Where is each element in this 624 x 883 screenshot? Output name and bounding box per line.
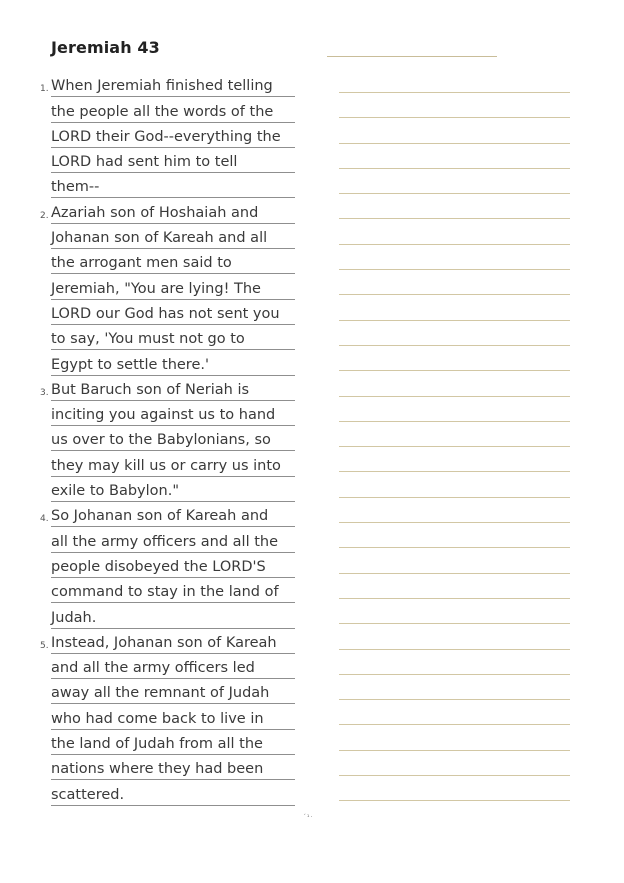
verse-text: people disobeyed the LORD'S [51, 558, 266, 575]
practice-rule [339, 750, 570, 751]
practice-line [339, 547, 570, 572]
verse-line [0, 173, 310, 198]
verse-text: us over to the Babylonians, so [51, 432, 271, 449]
practice-line [339, 421, 570, 446]
practice-line [339, 699, 570, 724]
verse-line [0, 376, 310, 401]
practice-rule [339, 92, 570, 93]
practice-line [339, 522, 570, 547]
practice-line [339, 649, 570, 674]
practice-rule [339, 775, 570, 776]
verse-text: Judah. [51, 609, 97, 626]
verse-text: Jeremiah, "You are lying! The [51, 280, 261, 297]
practice-line [339, 320, 570, 345]
verse-line [0, 578, 310, 603]
verse-text: nations where they had been [51, 761, 264, 778]
verse-line [0, 654, 310, 679]
practice-rule [339, 547, 570, 548]
practice-line [339, 598, 570, 623]
verse-line [0, 72, 310, 97]
verse-text: who had come back to live in [51, 710, 264, 727]
verse-line [0, 553, 310, 578]
practice-rule [339, 598, 570, 599]
practice-line [339, 396, 570, 421]
practice-rule [339, 370, 570, 371]
practice-rule [339, 193, 570, 194]
verse-text: Azariah son of Hoshaiah and [51, 204, 259, 221]
verse-line [0, 451, 310, 476]
handwriting-practice-column [339, 92, 570, 826]
verse-line [0, 249, 310, 274]
verse-line [0, 502, 310, 527]
practice-line [339, 497, 570, 522]
verse-line [0, 730, 310, 755]
practice-rule [339, 269, 570, 270]
verse-text-column [0, 72, 310, 806]
verse-number: 3. [40, 387, 49, 398]
page-title: Jeremiah 43 [51, 38, 160, 57]
verse-text: scattered. [51, 786, 125, 803]
practice-rule [339, 699, 570, 700]
verse-line [0, 325, 310, 350]
practice-line [339, 244, 570, 269]
practice-rule [339, 497, 570, 498]
practice-rule [339, 244, 570, 245]
practice-rule [339, 396, 570, 397]
practice-rule [339, 421, 570, 422]
verse-text: When Jeremiah finished telling [51, 78, 273, 95]
verse-text: the arrogant men said to [51, 255, 232, 272]
verse-text: the land of Judah from all the [51, 736, 263, 753]
practice-rule [339, 800, 570, 801]
verse-text: command to stay in the land of [51, 584, 279, 601]
practice-line [339, 750, 570, 775]
practice-rule [339, 117, 570, 118]
practice-line [339, 573, 570, 598]
verse-line [0, 426, 310, 451]
practice-rule [339, 724, 570, 725]
verse-line [0, 603, 310, 628]
practice-rule [339, 294, 570, 295]
verse-line [0, 224, 310, 249]
practice-rule [339, 649, 570, 650]
verse-text: So Johanan son of Kareah and [51, 508, 269, 525]
verse-line [0, 679, 310, 704]
verse-text: inciting you against us to hand [51, 407, 276, 424]
practice-rule [339, 471, 570, 472]
practice-rule [339, 218, 570, 219]
practice-line [339, 117, 570, 142]
practice-rule [339, 168, 570, 169]
verse-text: the people all the words of the [51, 103, 274, 120]
practice-rule [339, 320, 570, 321]
verse-line [0, 198, 310, 223]
page-number: ´¹· [303, 814, 314, 821]
verse-text: all the army officers and all the [51, 533, 279, 550]
verse-text: LORD their God--everything the [51, 128, 281, 145]
verse-line [0, 350, 310, 375]
verse-text: them-- [51, 179, 100, 196]
practice-rule [339, 573, 570, 574]
verse-number: 1. [40, 84, 49, 95]
practice-line [339, 471, 570, 496]
practice-line [339, 800, 570, 825]
verse-text: Instead, Johanan son of Kareah [51, 634, 277, 651]
verse-line [0, 527, 310, 552]
verse-line [0, 300, 310, 325]
practice-rule [339, 674, 570, 675]
verse-line [0, 477, 310, 502]
verse-text: Egypt to settle there.' [51, 356, 209, 373]
practice-line [339, 446, 570, 471]
title-writing-line [327, 56, 497, 57]
verse-text: Johanan son of Kareah and all [51, 230, 268, 247]
practice-line [339, 143, 570, 168]
verse-line [0, 780, 310, 805]
verse-line [0, 629, 310, 654]
practice-rule [339, 143, 570, 144]
verse-line [0, 401, 310, 426]
practice-line [339, 724, 570, 749]
practice-line [339, 345, 570, 370]
verse-text: they may kill us or carry us into [51, 457, 281, 474]
verse-text: to say, 'You must not go to [51, 331, 245, 348]
text-underline [51, 805, 295, 806]
verse-text: exile to Babylon." [51, 483, 179, 500]
verse-line [0, 755, 310, 780]
verse-line [0, 704, 310, 729]
verse-line [0, 97, 310, 122]
practice-line [339, 674, 570, 699]
practice-line [339, 623, 570, 648]
practice-rule [339, 623, 570, 624]
verse-number: 5. [40, 640, 49, 651]
practice-line [339, 370, 570, 395]
practice-line [339, 775, 570, 800]
practice-line [339, 269, 570, 294]
verse-text: But Baruch son of Neriah is [51, 381, 250, 398]
practice-rule [339, 522, 570, 523]
practice-rule [339, 446, 570, 447]
verse-line [0, 123, 310, 148]
practice-rule [339, 345, 570, 346]
practice-line [339, 294, 570, 319]
verse-text: away all the remnant of Judah [51, 685, 270, 702]
verse-text: LORD had sent him to tell [51, 154, 238, 171]
verse-line [0, 274, 310, 299]
verse-text: and all the army officers led [51, 660, 255, 677]
verse-number: 4. [40, 514, 49, 525]
practice-line [339, 193, 570, 218]
practice-line [339, 92, 570, 117]
verse-number: 2. [40, 210, 49, 221]
verse-text: LORD our God has not sent you [51, 305, 280, 322]
practice-line [339, 218, 570, 243]
practice-line [339, 168, 570, 193]
verse-line [0, 148, 310, 173]
